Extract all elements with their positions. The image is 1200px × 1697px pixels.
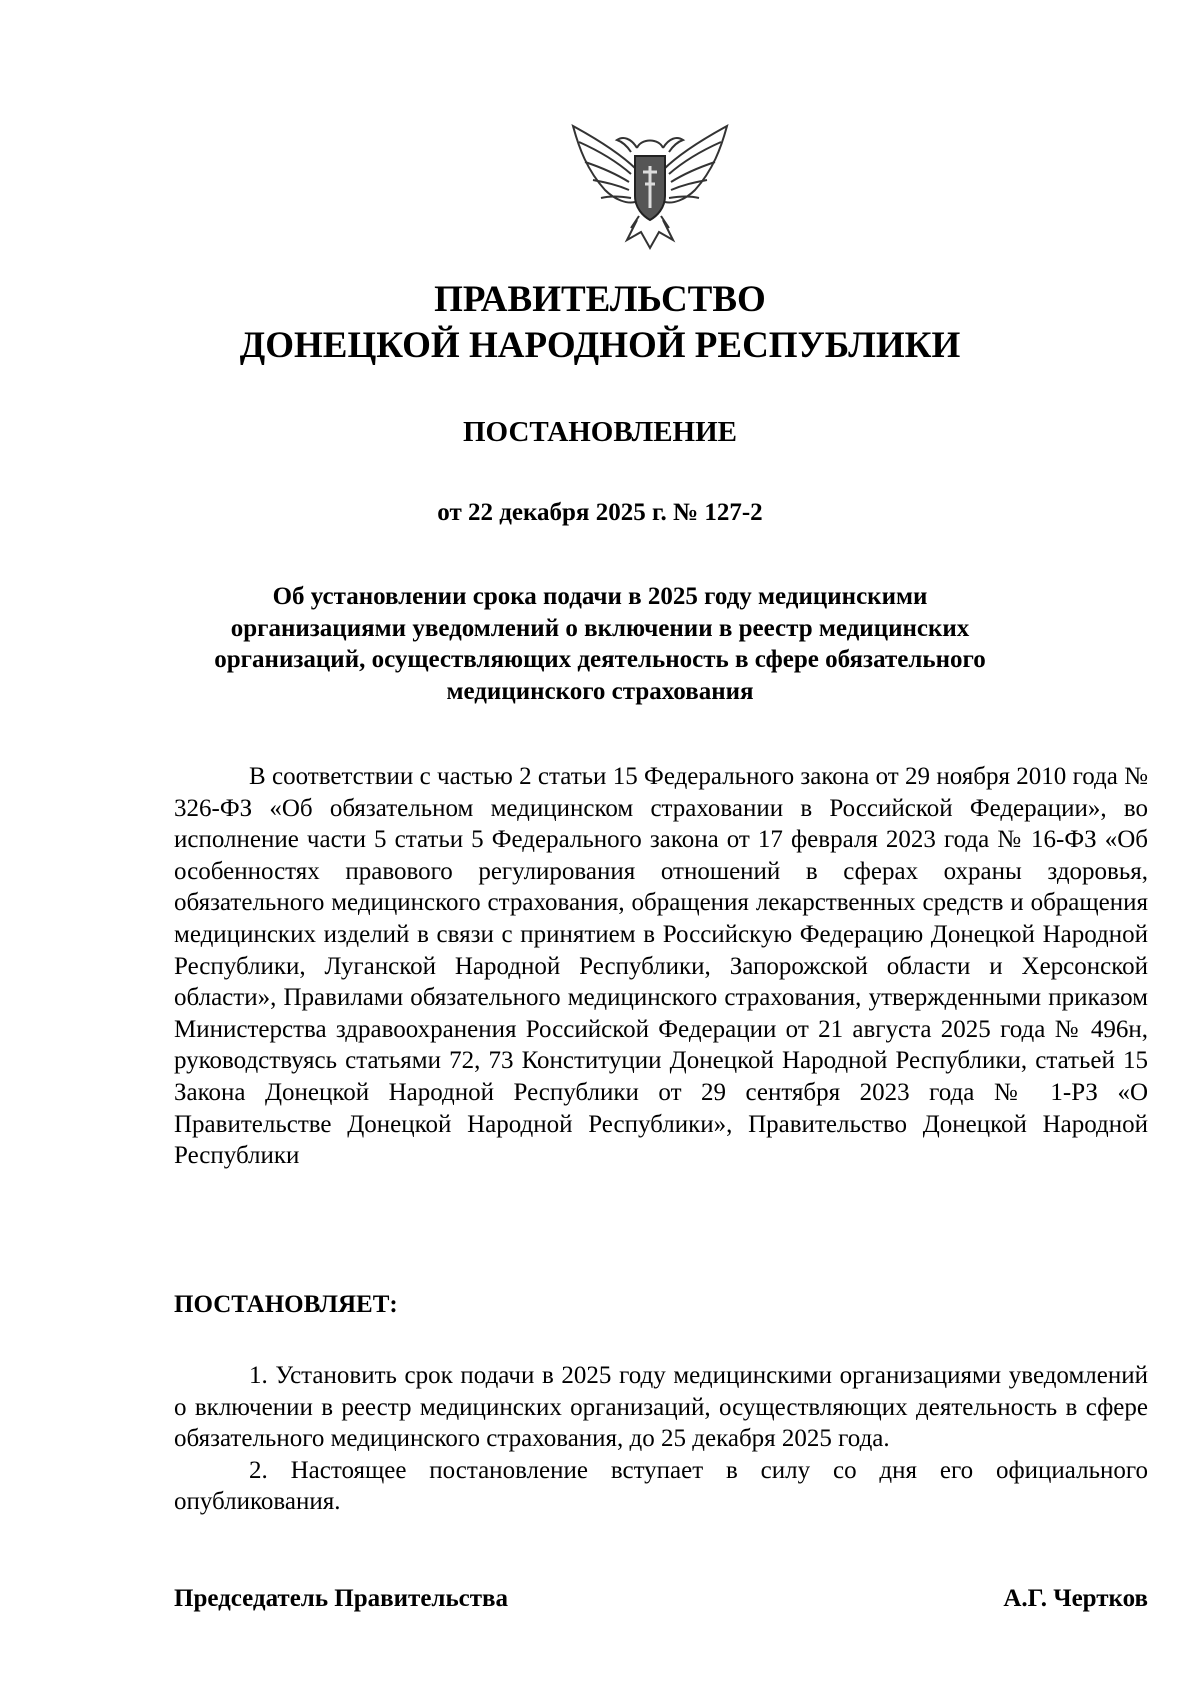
organization-line-1: ПРАВИТЕЛЬСТВО: [434, 279, 766, 320]
date-and-number: от 22 декабря 2025 г. № 127-2: [437, 499, 763, 526]
signature-position: Председатель Правительства: [174, 1585, 509, 1612]
subject-text: Об установлении срока подачи в 2025 году медицинскими организациями уведомлений о включении в реестр медицинских организаций, осуществляющих деятельность в сфере обязательного медицинского страхования: [214, 583, 986, 705]
decree-items: [174, 1360, 1148, 1518]
signature-name: А.Г. Чертков: [1003, 1585, 1148, 1612]
decree-label: ПОСТАНОВЛЯЕТ:: [174, 1291, 398, 1318]
preamble-paragraph: В соответствии с частью 2 статьи 15 Федерального закона от 29 ноября 2010 года № 326-ФЗ «Об обязательном медицинском страховании в Российской Федерации», во исполнение части 5 статьи 5 Федерального закона от 17 февраля 2023 года № 16-ФЗ «Об особенностях правового регулирования отношений в сферах охраны здоровья, обязательного медицинского страхования, обращения лекарственных средств и обращения медицинских изделий в связи с принятием в Российскую Федерацию Донецкой Народной Республики, Луганской Народной Республики, Запорожской области и Херсонской области», Правилами обязательного медицинского страхования, утвержденными приказом Министерства здравоохранения Российской Федерации от 21 августа 2025 года № 496н, руководствуясь статьями 72, 73 Конституции Донецкой Народной Республики, статьей 15 Закона Донецкой Народной Республики от 29 сентября 2023 года № 1-РЗ «О Правительстве Донецкой Народной Республики», Правительство Донецкой Народной Республики: [174, 763, 1148, 1170]
organization-line-2: ДОНЕЦКОЙ НАРОДНОЙ РЕСПУБЛИКИ: [239, 325, 961, 366]
document-subject: [200, 581, 1000, 707]
decree-item-2: 2. Настоящее постановление вступает в силу со дня его официального опубликования.: [174, 1456, 1148, 1516]
organization-heading: [0, 277, 1200, 369]
coat-of-arms-icon: [565, 108, 735, 258]
document-type: ПОСТАНОВЛЕНИЕ: [462, 416, 737, 448]
decree-item-1: 1. Установить срок подачи в 2025 году медицинскими организациями уведомлений о включении в реестр медицинских организаций, осуществляющих деятельность в сфере обязательного медицинского страхования, до 25 декабря 2025 года.: [174, 1362, 1148, 1453]
